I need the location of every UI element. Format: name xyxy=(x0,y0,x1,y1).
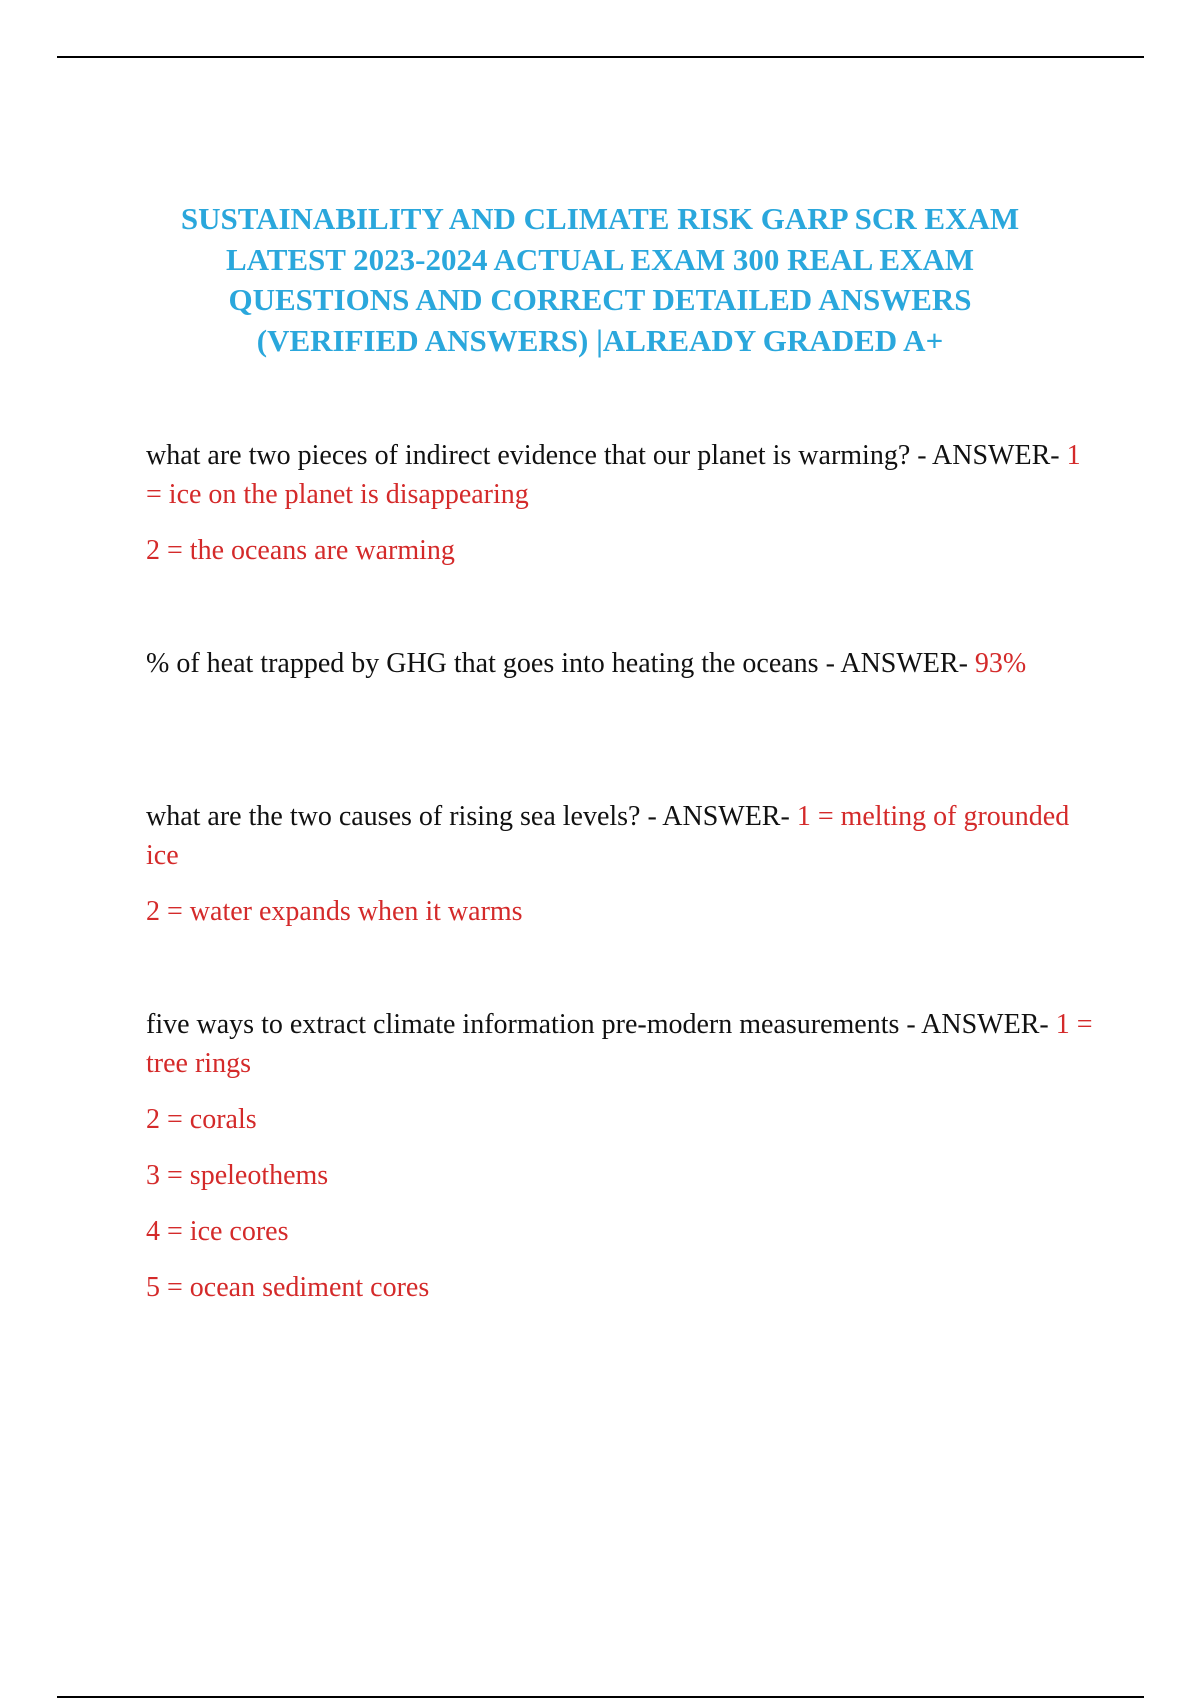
title-line: (VERIFIED ANSWERS) |ALREADY GRADED A+ xyxy=(256,322,944,358)
answer-text: 93% xyxy=(974,648,1027,679)
bottom-rule xyxy=(57,1696,1144,1698)
qa-item xyxy=(146,1005,1101,1307)
answer-line: 5 = ocean sediment cores xyxy=(146,1272,430,1303)
qa-question-line xyxy=(146,797,1101,875)
answer-line: 4 = ice cores xyxy=(146,1216,289,1247)
title-line: LATEST 2023-2024 ACTUAL EXAM 300 REAL EXAM xyxy=(225,241,975,277)
qa-question-line xyxy=(146,436,1101,514)
qa-item xyxy=(146,797,1101,931)
qa-question-line xyxy=(146,1005,1101,1083)
answer-line: 2 = corals xyxy=(146,1104,257,1135)
title-line: SUSTAINABILITY AND CLIMATE RISK GARP SCR EXAM xyxy=(180,201,1020,236)
document-title xyxy=(150,199,1050,361)
qa-item xyxy=(146,436,1101,570)
question-text: five ways to extract climate information pre-modern measurements - ANSWER- xyxy=(146,1009,1049,1040)
question-text: what are the two causes of rising sea levels? - ANSWER- xyxy=(146,801,790,832)
answer-text: 1 = ice on the planet is disappearing xyxy=(146,440,1081,510)
top-rule xyxy=(57,56,1144,58)
answer-text: 1 = tree rings xyxy=(146,1009,1093,1079)
answer-line: 2 = water expands when it warms xyxy=(146,896,523,927)
answer-line: 3 = speleothems xyxy=(146,1160,329,1191)
qa-item xyxy=(146,644,1101,683)
title-line: QUESTIONS AND CORRECT DETAILED ANSWERS xyxy=(228,282,972,317)
answer-line: 2 = the oceans are warming xyxy=(146,535,455,566)
question-text: what are two pieces of indirect evidence that our planet is warming? - ANSWER- xyxy=(146,440,1060,471)
answer-text: 1 = melting of grounded ice xyxy=(146,801,1070,871)
qa-question-line xyxy=(146,644,1101,683)
question-text: % of heat trapped by GHG that goes into heating the oceans - ANSWER- xyxy=(146,648,968,679)
